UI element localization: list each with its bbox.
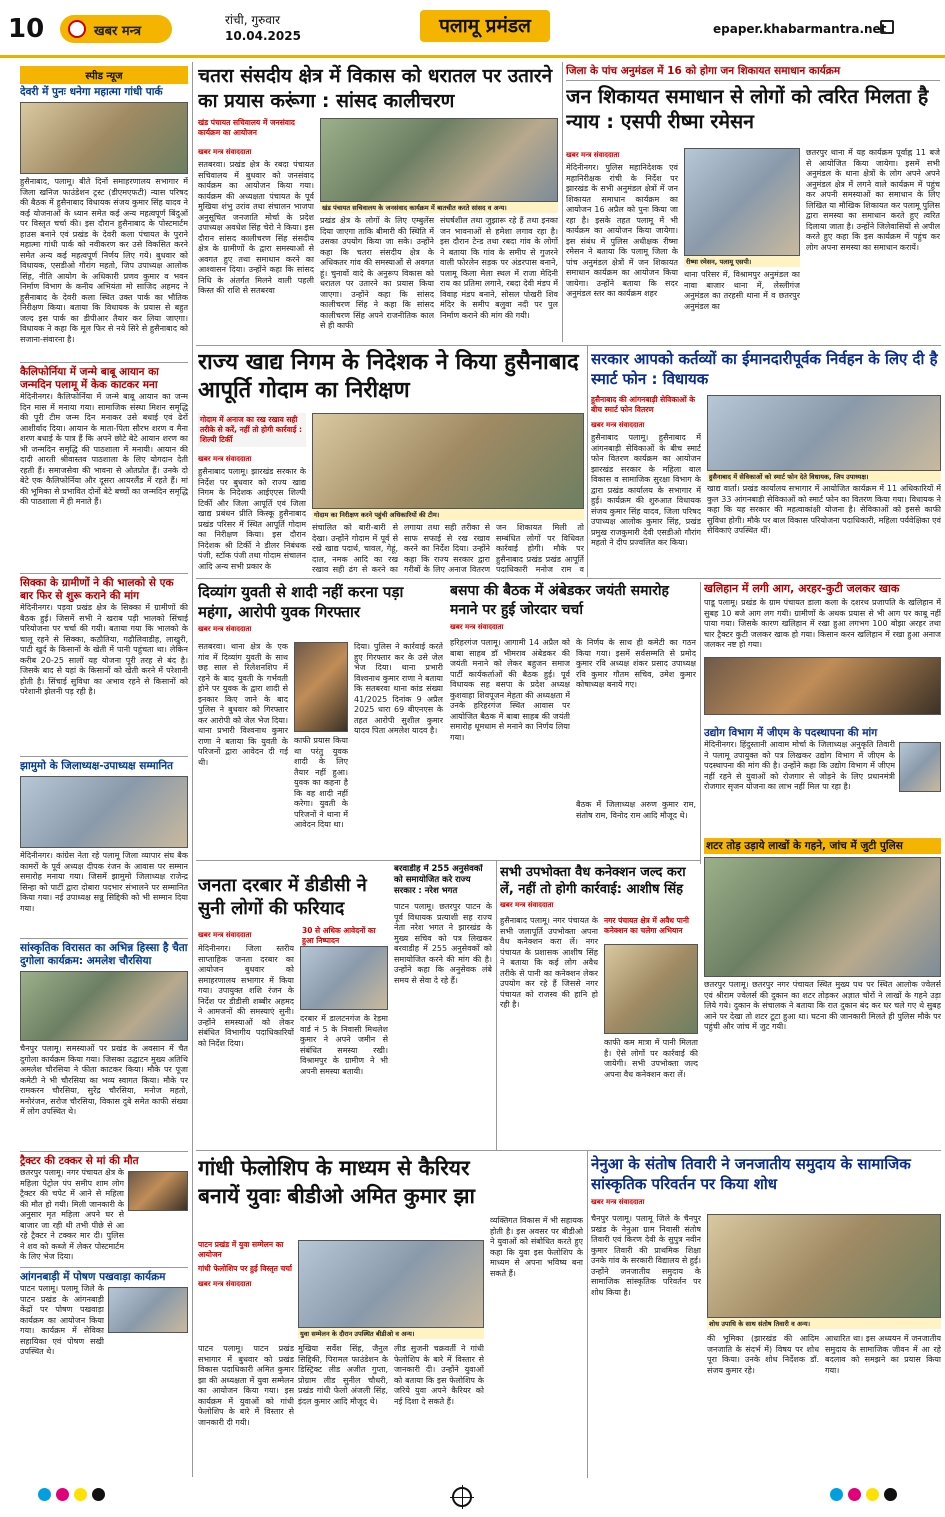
article-byline: खबर मन्त्र संवाददाता xyxy=(198,148,252,156)
article-janta-darbar xyxy=(198,864,492,1146)
article-photo xyxy=(707,1214,941,1318)
article-byline: खबर मन्त्र संवाददाता xyxy=(198,1280,252,1288)
speed-news-sidebar xyxy=(20,66,188,1476)
news-headline: झामुमो के जिलाध्यक्ष-उपाध्यक्ष सम्मानित xyxy=(20,760,174,772)
news-body: पाटन पलामू। पलामू जिले के पाटन प्रखंड के आंगनबाड़ी केंद्रों पर पोषण पखवाड़ा कार्यक्रम का आयोजन किया गया। कार्यक्रम में सेविका सहायिका एवं पोषण सखी उपस्थित थे। xyxy=(20,1284,104,1356)
article-body: प्रखंड क्षेत्र के लोगों के लिए एम्बुलेंस दिया जाएगा ताकि बीमारी की स्थिति में उसका उपयोग किया जा सके। उन्होंने कहा कि चतरा संसदीय क्षेत्र के अधिकतर गांव की समस्याओं से अवगत हूं। चुनावों वादे के अनुरूप विकास को धरातल पर उतारने का प्रयास किया जाएगा। उन्होंने कहा कि सांसद कालीचरण सिंह ने कहा कि सांसद कालीचरण सिंह अपने राजनीतिक काल से ही काफी xyxy=(320,216,434,330)
article-photo xyxy=(312,413,584,509)
magenta-dot-icon xyxy=(848,1488,861,1501)
article-kicker: नगर पंचायत क्षेत्र में अवैध पानी कनेक्शन का चलेगा अभियान xyxy=(604,916,689,935)
article-headline: सभी उपभोक्ता वैध कनेक्शन जल्द करा लें, नहीं तो होगी कार्रवाई: आशीष सिंह xyxy=(500,865,686,897)
article-photo xyxy=(604,944,698,1034)
news-headline: कैलिफोर्निया में जन्मे बाबू आयान का जन्मदिन पलामू में केक काटकर मना xyxy=(20,366,159,391)
yellow-dot-icon xyxy=(74,1488,87,1501)
article-body: की भूमिका (झारखंड की आदिम जनजाति के संदर्भ में) विषय पर शोध पूरा किया। उनके शोध निर्देशक डॉ. संजय कुमार रहे। xyxy=(707,1334,819,1375)
article-kicker: पाटन प्रखंड में युवा सम्मेलन का आयोजन xyxy=(198,1240,284,1259)
news-headline: ट्रैक्टर की टक्कर से मां की मौत xyxy=(20,1155,139,1167)
article-byline: खबर मन्त्र संवाददाता xyxy=(450,623,504,631)
article-body: छतरपुर पलामू। छतरपुर नगर पंचायत स्थित मुख्य पथ पर स्थित आलोक ज्वेलर्स एवं श्रीराम ज्वेलर्स की दुकान का शटर तोड़कर अज्ञात चोरों ने लाखों के गहने उड़ा लिये गये। दुकान के संचालक ने बताया कि रात दुकान बंद कर घर चले गए थे सुबह आने पर देखा तो शटर टूटा हुआ था। घटना की जानकारी मिलते ही पुलिस मौके पर पहुंची और जांच में जुट गयी। xyxy=(704,980,941,1031)
accused-photo xyxy=(294,642,348,732)
article-kicker: गांधी फेलोशिप पर हुई विस्तृत चर्चा xyxy=(198,1264,292,1273)
article-byline: खबर मन्त्र संवाददाता xyxy=(591,1198,645,1206)
article-gandhi-fellowship xyxy=(198,1154,583,1476)
section-divider xyxy=(196,345,941,346)
article-smartphone xyxy=(591,349,941,575)
article-headline: बसपा की बैठक में अंबेडकर जयंती समारोह मनाने पर हुई जोरदार चर्चा xyxy=(450,583,669,618)
article-headline: उद्योग विभाग में जीएम के पदस्थापना की मांग xyxy=(704,727,878,739)
article-photo xyxy=(320,118,558,202)
article-industry-gm xyxy=(704,726,941,834)
article-body: बैठक में जिलाध्यक्ष अरुण कुमार राम, संतोष राम, विनोद राम आदि मौजूद थे। xyxy=(576,800,696,820)
news-headline: देवरी में पुनः धनेगा महात्मा गांधी पार्क xyxy=(20,86,163,98)
divider xyxy=(20,362,188,363)
column-divider xyxy=(587,1150,588,1478)
divider xyxy=(20,938,188,939)
column-divider xyxy=(192,62,193,1477)
photo-caption: गोदाम का निरीक्षण करने पहुंची अधिकारियों की टीम। xyxy=(312,509,584,520)
news-body: मेदिनीनगर। पड़वा प्रखंड क्षेत्र के सिक्का में ग्रामीणों की बैठक हुई। जिसमें सभी ने खराब पड़ी भालको सिंचाई परियोजना पर चर्चा की गयी। बताया गया कि भालको के चालू रहने से सिक्का, कठौतिया, गढ़ौलिवाडीह, लाखुरी, पाटी खुर्द के किसानों के खेती में पानी पहुंचता था। लेकिन करीब 20-25 सालों यह योजना पूरी तरह से बंद है। जिसके बाद से यहां के किसानों को खेती करने में परेशानी होती है। सिंचाई सुविधा का अभाव रहने से किसानों को परेशानी झेलनी पड़ रही है। xyxy=(20,603,188,696)
article-headline: चतरा संसदीय क्षेत्र में विकास को धरातल पर उतारने का प्रयास करूंगा : सांसद कालीचरण xyxy=(198,65,553,112)
cyan-dot-icon xyxy=(38,1488,51,1501)
news-headline: सिक्का के ग्रामीणों ने की भालको से एक बार फिर से शुरू कराने की मांग xyxy=(20,577,174,602)
article-headline: जन शिकायत समाधान से लोगों को त्वरित मिलता है न्याय : एसपी रीष्मा रमेसन xyxy=(566,85,929,133)
sidebar-label: स्पीड न्यूज xyxy=(20,66,188,84)
article-body: पाडू पलामू। प्रखंड के ग्राम पंचायत डाला कला के दशरथ प्रजापति के खलिहान में सुबह 10 बजे आग लग गयी। ग्रामीणों के अथक प्रयास से भी आग पर काबू नहीं पाया गया। जिसके कारण खलिहान में रखा हुआ लगभग 100 बोझा अरहर तथा चार ट्रैक्टर कुटी जलकर खाक हो गया। किसान करन खलिहान में रखा हुआ अनाज जलकर नष्ट हो गया। xyxy=(704,598,941,649)
article-headline: दिव्यांग युवती से शादी नहीं करना पड़ा महंगा, आरोपी युवक गिरफ्तार xyxy=(198,583,404,621)
article-headline: शटर तोड़ उड़ाये लाखों के गहने, जांच में जुटी पुलिस xyxy=(704,838,941,854)
black-dot-icon xyxy=(884,1488,897,1501)
article-body: हुसैनाबाद पलामू। नगर पंचायत के सभी जलापूर्ति उपभोक्ता अपना वैध कनेक्शन करा लें। नगर पंचायत के प्रशासक आशीष सिंह ने बताया कि कई लोग अवैध तरीके से पानी का कनेक्शन लेकर उपयोग कर रहे हैं जिससे नगर पंचायत को राजस्व की हानि हो रही है। xyxy=(500,916,598,1009)
article-body: खाद्य वार्ता। प्रखंड कार्यालय सभागार में आयोजित कार्यक्रम में 11 अधिकारियों में कुल 33 आंगनबाड़ी सेविकाओं को स्मार्ट फोन का वितरण किया गया। विधायक ने कहा कि यह सरकार की महत्वाकांक्षी योजना है। सेविकाओं को इससे काफी सुविधा होगी। मौके पर बाल विकास परियोजना पदाधिकारी, महिला पर्यवेक्षिका एवं सेविकाएं उपस्थित थीं। xyxy=(707,484,941,535)
article-headline: नेनुआ के संतोष तिवारी ने जनजातीय समुदाय के सामाजिक सांस्कृतिक परिवर्तन पर किया शोध xyxy=(591,1155,911,1193)
article-body: काफी कम मात्रा में पानी मिलता है। ऐसे लोगों पर कार्रवाई की जायेगी। सभी उपभोक्ता जल्द अपना वैध कनेक्शन करा लें। xyxy=(604,1038,698,1079)
article-kicker: जिला के पांच अनुमंडल में 16 को होगा जन शिकायत समाधान कार्यक्रम xyxy=(566,64,940,81)
photo-caption: युवा सम्मेलन के दौरान उपस्थित बीडीओ व अन्य। xyxy=(298,1328,484,1339)
article-jewel-theft xyxy=(704,838,941,1146)
brand-logo xyxy=(60,15,172,43)
column-divider xyxy=(700,582,701,864)
article-body: मेदिनीनगर। पुलिस महानिदेशक एवं महानिरीक्षक रांची के निर्देश पर झारखंड के सभी अनुमंडल क्षेत्रों में जन शिकायत समाधान कार्यक्रम का आयोजन 16 अप्रैल को पुनः किया जा रहा है। इसके तहत पलामू में भी कार्यक्रम का आयोजन किया जायेगा। इस संबंध में पुलिस अधीक्षक रीष्मा रमेसन ने बताया कि पलामू जिला के पांच अनुमंडल क्षेत्रों में जन शिकायत समाधान कार्यक्रम का आयोजन किया जायेगा। उन्होंने बताया कि सदर अनुमंडल स्तर का कार्यक्रम शहर xyxy=(566,163,678,298)
article-byline: खबर मन्त्र संवाददाता xyxy=(198,625,252,633)
edition-name: पलामू प्रमंडल xyxy=(420,10,550,42)
news-body: चैनपुर पलामू। समस्याओं पर प्रखंड के अवसान में चैत दुगोला कार्यक्रम किया गया। जिसका उद्घाटन मुख्य अतिथि अमलेश चौरसिया ने फीता काटकर किया। मौके पर पूजा कमेटी ने भी चौरसिया का भव्य स्वागत किया। मौके पर रामकरन चौरसिया, सुरेंद्र चौरसिया, मनोज महतो, मनोरंजन, सरोज चौरसिया, विकास दुबे समेत काफी संख्या में लोग उपस्थित थे। xyxy=(20,1044,188,1116)
article-headline: सरकार आपको कर्तव्यों का ईमानदारीपूर्वक निर्वहन के लिए दी है स्मार्ट फोन : विधायक xyxy=(591,350,938,388)
column-divider xyxy=(562,62,563,342)
news-photo xyxy=(20,971,188,1041)
article-photo xyxy=(300,946,388,1010)
article-body: दिया। पुलिस ने कार्रवाई करते हुए गिरफ्तार कर के उसे जेल भेज दिया। थाना प्रभारी विश्वनाथ कुमार राणा ने बताया कि सतबरवा थाना कांड संख्या 41/2025 दिनांक 9 अप्रैल 2025 धारा 69 बीएनएस के तहत आरोपी सुशील कुमार यादव पिता अमलेश यादव है। xyxy=(354,642,443,735)
news-photo xyxy=(20,776,188,848)
article-body: पाटन पलामू। पाटन प्रखंड सभागार में बुधवार को प्रखंड विकास पदाधिकारी अमित कुमार झा की अध्यक्षता में युवा सम्मेलन का आयोजन किया गया। इस कार्यक्रम में युवाओं को गांधी फेलोशिप के बारे में विस्तार से जानकारी दी गयी। xyxy=(198,1344,294,1427)
article-photo xyxy=(707,395,941,471)
black-dot-icon xyxy=(92,1488,105,1501)
photo-caption: हुसैनाबाद में सेविकाओं को स्मार्ट फोन देते विधायक, जिप उपाध्यक्ष। xyxy=(707,471,941,482)
article-kicker: हुसैनाबाद की आंगनबाड़ी सेविकाओं के बीच स्मार्ट फोन वितरण xyxy=(591,395,696,414)
article-byline: खबर मन्त्र संवाददाता xyxy=(198,455,252,463)
article-chatra-mp xyxy=(198,64,558,342)
article-kicker: खंड पंचायत सचिवालय में जनसंवाद कार्यक्रम का आयोजन xyxy=(198,118,295,137)
article-body: सतबरवा। थाना क्षेत्र के एक गांव में दिव्यांग युवती के साथ छह साल से रिलेशनशिप में रहने के बाद युवती के गर्भवती होने पर युवक के द्वारा शादी से इनकार किए जाने के बाद पुलिस ने बुधवार को गिरफ्तार कर आरोपी को जेल भेज दिया। थाना प्रभारी विश्वनाथ कुमार राणा ने बताया कि युवती के परिजनों द्वारा आवेदन दी गई थी। xyxy=(198,642,288,767)
article-headline: जनता दरबार में डीडीसी ने सुनी लोगों की फरियाद xyxy=(198,875,367,919)
article-photo xyxy=(298,1240,484,1328)
article-body: लगाया तथा सही तरीका से साफ सफाई से रख रखाव करने का निर्देश दिया। उन्होंने कहा कि राज्य सरकार द्वारा गरीबों के लिए अनाज वितरण xyxy=(404,523,490,574)
column-divider xyxy=(587,345,588,577)
article-body: हुसैनाबाद पलामू। हुसैनाबाद में आंगनबाड़ी सेविकाओं के बीच स्मार्ट फोन वितरण कार्यक्रम का आयोजन झारखंड सरकार के महिला बाल विकास व सामाजिक सुरक्षा विभाग के द्वारा प्रखंड कार्यालय के सभागार में हुई। कार्यक्रम की शुरुआत विधायक संजय कुमार सिंह यादव, जिला परिषद उपाध्यक्ष आलोक कुमार सिंह, प्रखंड प्रमुख राजकुमारी देवी एसडीओ गौरांग महतो ने दीप प्रज्वलित कर किया। xyxy=(591,433,701,547)
sp-portrait-photo xyxy=(684,148,800,256)
article-bsp-meeting xyxy=(450,582,696,857)
divider xyxy=(20,573,188,574)
news-photo xyxy=(128,1171,188,1211)
photo-caption: रीष्मा रमेसन, पलामू एसपी। xyxy=(684,256,800,267)
article-body: चैनपुर पलामू। पलामू जिले के चैनपुर प्रखंड के नेनुआ ग्राम निवासी संतोष तिवारी एवं किरण देवी के सुपुत्र नवीन कुमार तिवारी की प्राथमिक शिक्षा उनके गांव के सरकारी विद्यालय से हुई। उन्होंने जनजातीय समुदाय के सामाजिक सांस्कृतिक परिवर्तन पर शोध किया है। xyxy=(591,1214,701,1297)
news-body: हुसैनाबाद, पलामू। बीते दिनों समाहरणालय सभागार में जिला खनिज फाउंडेशन ट्रस्ट (डीएमएफटी) न्यास परिषद की बैठक में हुसैनाबाद विधायक संजय कुमार सिंह यादव ने कई योजनाओं के ध्यान समेत कई अन्य महत्वपूर्ण बिंदुओं पर विस्तृत चर्चा की। इस दौरान हुसैनाबाद के पोस्टमार्टम हाउस बनाने एवं प्रखंड के देवरी कला पंचायत के पुराने महात्मा गांधी पार्क को नवीकरण कर उसे विकसित करने समेत अन्य कई महत्वपूर्ण निर्णय लिए गये। बुधवार को विधायक, एसडीओ गौरांग महतो, जिप उपाध्यक्ष आलोक सिंह, नीति आयोग के अधिकारी प्रणव कुमार व भवन निर्माण विभाग के कनीय अभियंता मो साजिद अहमद ने हुसैनाबाद के देवरी कला स्थित उक्त पार्क का भौतिक निरीक्षण किया। बताया कि विधायक के प्रयास से बहुत जल्द इस पार्क का डीपीआर तैयार कर लिया जाएगा। विधायक ने कहा कि मूल फिर से नये सिरे से हुसैनाबाद को सजाना-संवारना है। xyxy=(20,177,188,344)
article-headline: गांधी फेलोशिप के माध्यम से कैरियर बनायें युवाः बीडीओ अमित कुमार झा xyxy=(198,1156,475,1208)
page-header xyxy=(0,0,945,58)
article-body: छतरपुर थाना में यह कार्यक्रम पूर्वाह्न 11 बजे से आयोजित किया जायेगा। इसमें सभी अनुमंडल के थाना क्षेत्रों के लोग अपने अपने अनुमंडल क्षेत्र में लगने वाले कार्यक्रम में पहुंच कर अपनी समस्याओं का समाधान के लिए लिखित या मौखिक शिकायत कर पलामू पुलिस द्वारा समस्या का समाधान करते हुए त्वरित दिलाया जाता है। उन्होंने जिलेवासियों से अपील करते हुए कहा कि इस कार्यक्रम में पहुंच कर लोग अपना समस्या का समाधान करायें। xyxy=(806,148,940,252)
website-link[interactable]: epaper.khabarmantra.net xyxy=(713,22,887,36)
section-divider xyxy=(196,578,941,579)
brand-logo-icon xyxy=(68,20,86,38)
photo-caption: शोध उपाधि के साथ संतोष तिवारी व अन्य। xyxy=(707,1318,941,1329)
article-headline: राज्य खाद्य निगम के निदेशक ने किया हुसैनाबाद आपूर्ति गोदाम का निरीक्षण xyxy=(198,350,579,403)
brand-name: खबर मन्त्र xyxy=(94,24,142,39)
registration-mark-icon xyxy=(452,1487,472,1507)
article-body: व्यक्तिगत विकास में भी सहायक होती है। इस अवसर पर बीडीओ ने युवाओं को संबोधित करते हुए कहा कि युवा इस फेलोशिप के माध्यम से अपना भविष्य बना सकते हैं। xyxy=(490,1216,583,1278)
article-byline: खबर मन्त्र संवाददाता xyxy=(198,931,252,939)
yellow-dot-icon xyxy=(866,1488,879,1501)
article-byline: खबर मन्त्र संवाददाता xyxy=(566,151,620,159)
side-kicker: बरवाडीह में 255 अनुसेवकों को समायोजित करे राज्य सरकार : नरेश भगत xyxy=(394,864,483,896)
portrait-photo xyxy=(899,742,941,792)
news-photo xyxy=(108,1287,188,1333)
article-body: थाना परिसर में, विश्रामपुर अनुमंडल का नावा बाजार थाना में, लेस्लीगंज अनुमंडल का तरहसी थाना में व छतरपुर अनुमंडल का xyxy=(684,270,800,311)
print-registration-bar xyxy=(0,1480,945,1517)
theft-photo xyxy=(704,857,941,977)
article-food-corporation xyxy=(198,349,584,575)
city-day: रांची, गुरुवार xyxy=(225,13,280,27)
article-body: हरिहरगंज पलामू। आगामी 14 अप्रैल को बाबा साहब डॉ भीमराव अंबेडकर की जयंती मनाने को लेकर बहुजन समाज पार्टी कार्यकर्ताओं की बैठक हुई। पूर्व विधायक सह बसपा के प्रदेश अध्यक्ष कुशवाहा शिवपूजन मेहता की अध्यक्षता में उनके हरिहरगंज स्थित आवास पर आयोजित बैठक में बाबा साहब की जयंती समारोह धूमधाम से मनाने का निर्णय लिया गया। xyxy=(450,638,570,742)
article-body: संचालित को बारी-बारी से देखा। उन्होंने गोदाम में पूर्व से रखे खाद्य पदार्थ, चावल, गेहूं, दाल, नमक आदि का रख रखाव सही ढंग से करने का xyxy=(312,523,398,574)
article-body: संघर्षशील तथा जुझारू रहे हैं तथा इनका जन भावनाओं से हमेशा लगाव रहा है। इस दौरान टेन्ड तथा रबदा गांव के लोगों ने बताया कि गांव के समीप से गुजरने वाली फोरलेन सड़क पर अंडरपास बनाने, पलामू किला मेला स्थल में राजा मेदिनी राय का प्रतिमा लगाने, रबदा देवी मंडप में विवाह मंडप बनाने, सोसल पोखरी शिव मंदिर के समीप बलुवा नदी पर पुल निर्माण कराने की मांग की गयी। xyxy=(440,216,558,320)
news-photo xyxy=(20,102,188,174)
article-body: लीड सुजनी चक्रवर्ती ने गांधी फेलोशिप के बारे में विस्तार से जानकारी दी। उन्होंने युवाओं को बताया कि इस फेलोशिप के जरिये युवा अपने कैरियर को नई दिशा दे सकते हैं। xyxy=(394,1344,484,1406)
divider xyxy=(20,1267,188,1268)
article-body: काफी प्रयास किया था परंतु युवक शादी के लिए तैयार नहीं हुआ। युवक का कहना है कि वह शादी नहीं करेगा। युवती के परिजनों ने थाना में आवेदन दिया था। xyxy=(294,736,348,829)
news-body: मेदिनीनगर। कांग्रेस नेता रहे पलामू जिला व्यापार संघ बैक कामरों के पूर्व अध्यक्ष दीपक रंजन के आवास पर सम्मान समारोह मनाया गया। जिसमें झामुमो जिलाध्यक्ष राजेन्द्र सिन्हा को पार्टी द्वारा दोबारा पदभार संभालने पर सम्मानित किया गया। नई उपाध्यक्ष सन्नु सिद्दिकी को भी सम्मान दिया गया। xyxy=(20,851,188,913)
fire-photo xyxy=(704,657,941,715)
dateline xyxy=(225,12,301,44)
article-kicker: गोदाम में अनाज का रख रखाव सही तरीके से करें, नहीं तो होगी कार्रवाई : शिल्पी टिर्की xyxy=(198,413,306,447)
article-kicker: 30 से अधिक आवेदनों का हुआ निष्पादन xyxy=(302,926,376,945)
magenta-dot-icon xyxy=(56,1488,69,1501)
news-body: मेदिनीनगर। कैलिफोर्निया में जन्मे बाबू आयान का जन्म दिन मास में मनाया गया। सामाजिक संस्था मिशन समृद्धि की पूरी टीम जन्म दिन मनाकर उसे बधाई एवं ढेरों आशीर्वाद दिया। आयान के माता-पिता सौरभ शरण व मैना शरण बधाई के पात्र हैं कि अपने छोटे बेटे आयान शरण का भी जन्मदिन समृद्धि की पाठशाला में मनायी। आयान की दादी आरती श्रीवास्तव पाठशाला के लिए योगदान देती रहती हैं। समाजसेवा की भावना से ओतप्रोत हैं। उनके दो बेटे एक कैलिफोर्निया और दूसरा आयरलैंड में रहते हैं। मां की भूमिका से प्रभावित दोनों बेटे बच्चों का जन्मदिन समृद्धि की पाठशाला में ही मनाते हैं। xyxy=(20,392,188,506)
divider xyxy=(20,1151,188,1152)
article-body: दरबार में डालटनगंज के रेड़मा वार्ड नं 5 के निवासी मिथलेश कुमार ने अपने जमीन से संबंधित समस्या रखी। विश्रामपुर के ग्रामीण ने भी अपनी समस्या बतायी। xyxy=(300,1014,388,1076)
news-headline: आंगनबाड़ी में पोषण पखवाड़ा कार्यक्रम xyxy=(20,1271,166,1283)
article-body: मेदिनीनगर। जिला स्तरीय साप्ताहिक जनता दरबार का आयोजन बुधवार को समाहरणालय सभागार में किया गया। उपायुक्त शशि रंजन के निर्देश पर डीडीसी शब्बीर अहमद ने आमजनों की समस्याएं सुनी। उन्होंने समस्याओं को लेकर संबंधित विभागीय पदाधिकारियों को निर्देश दिया। xyxy=(198,944,294,1048)
cyan-dot-icon xyxy=(830,1488,843,1501)
article-body: सतबरवा। प्रखंड क्षेत्र के रबदा पंचायत सचिवालय में बुधवार को जनसंवाद कार्यक्रम का आयोजन किया गया। कार्यक्रम की अध्यक्षता पंचायत के पूर्व मुखिया शंभु उरांव तथा संचालन भाजपा अनुसूचित जनजाति मोर्चा के प्रदेश उपाध्यक्ष अवधेश सिंह चेरो ने किया। इस दौरान सांसद कालीचरण सिंह संसदीय क्षेत्र के ग्रामीणों के द्वारा समस्याओं से अवगत हुए तथा समाधान करने का आश्वासन दिया। उन्होंने कहा कि सांसद निधि के अंतर्गत मिलने वाली पहली किस्त की राशि से सतबरवा xyxy=(198,160,314,295)
news-body: छतरपुर पलामू। नगर पंचायत क्षेत्र के महिला पेट्रोल पंप समीप शाम लोग ट्रैक्टर की चपेट में आने से महिला की मौत हो गयी। मिली जानकारी के अनुसार मृत महिला अपने घर से बाजार जा रही थी तभी पीछे से आ रहे ट्रैक्टर ने टक्कर मार दी। पुलिस ने शव को कब्जे में लेकर पोस्टमार्टम के लिए भेज दिया। xyxy=(20,1168,124,1261)
divider xyxy=(20,756,188,757)
page-number: 10 xyxy=(8,14,45,44)
article-body: मेदिनीनगर। हिंदुस्तानी आवाम मोर्चा के जिलाध्यक्ष अनुकृति तिवारी ने पलामू उपायुक्त को पत्र लिखकर उद्योग विभाग में जीएम के पदस्थापना की मांग की है। उन्होंने कहा कि उद्योग विभाग में जीएम नहीं रहने से युवाओं को रोजगार से जोड़ने के लिए प्रधानमंत्री रोजगार सृजन योजना का लाभ नहीं मिल पा रहा है। xyxy=(704,740,895,791)
section-divider xyxy=(196,860,701,861)
article-headline: खलिहान में लगी आग, अरहर-कुटी जलकर खाक xyxy=(704,582,900,595)
article-byline: खबर मन्त्र संवाददाता xyxy=(591,421,645,429)
column-divider xyxy=(496,860,497,1150)
article-body: जन शिकायत मिली तो सम्बंधित लोगों पर विधिवत कार्रवाई होगी। मौके पर हुसैनाबाद प्रखंड प्रखंड आपूर्ति पदाधिकारी मनोज राम व xyxy=(496,523,584,574)
article-water-connection xyxy=(500,864,698,1146)
article-barn-fire xyxy=(704,582,941,722)
article-tribal-research xyxy=(591,1154,941,1476)
news-headline: सांस्कृतिक विरासत का अभिन्न हिस्सा है चैता दुगोला कार्यक्रम: अमलेश चौरसिया xyxy=(20,942,188,967)
article-body: हुसैनाबाद पलामू। झारखंड सरकार के निर्देश पर बुधवार को राज्य खाद्य निगम के निदेशक आईएएस शिल्पी टिर्की और जिला आपूर्ति एवं जिला खाद्य प्रबंधन प्रीति किस्कू हुसैनाबाद प्रखंड परिसर में स्थित आपूर्ति गोदाम का निरीक्षण किया। इस दौरान निदेशक श्री टिर्की ने डीलर निबंधक पंजी, स्टॉक पंजी तथा गोदाम संचालन आदि अन्य सभी प्रकार के xyxy=(198,467,306,571)
article-byline: खबर मन्त्र संवाददाता xyxy=(500,901,554,909)
article-sp-grievance xyxy=(566,64,940,342)
issue-date: 10.04.2025 xyxy=(225,29,301,43)
article-body: पाटन पलामू। छतरपुर पाटन के पूर्व विधायक प्रत्याशी सह राज्य नेता नरेश भगत ने झारखंड के मुख्य सचिव को पत्र लिखकर बरवाडीह में 255 अनुसेवकों को समायोजित करने की मांग की है। उन्होंने कहा कि अनुसेवक लंबे समय से सेवा दे रहे हैं। xyxy=(394,902,492,985)
article-body: मुखिया सर्वेश सिंह, जैनुल सिद्दिकी, पिरामल फाउंडेशन के डिस्ट्रिक्ट लीड अजीत गुप्ता, प्रोग्राम लीड सुनील चौधरी, प्रखंड गांधी फेलो अंजली सिंह, इंदल कुमार आदि मौजूद थे। xyxy=(298,1344,388,1406)
section-divider xyxy=(196,1150,941,1151)
article-arrest xyxy=(198,582,443,857)
photo-caption: खंड पंचायत सचिवालय के जनसंवाद कार्यक्रम में बातचीत करते सांसद व अन्य। xyxy=(320,202,558,213)
cursor-icon xyxy=(880,20,894,34)
article-body: के निर्णय के साथ ही कमेटी का गठन किया गया। इसमें सर्वसम्मति से प्रमोद कुमार रवि अध्यक्ष शंकर प्रसाद उपाध्यक्ष रवि कुमार गौतम सचिव, उमेश कुमार कोषाध्यक्ष बनाये गए। xyxy=(576,638,696,689)
article-body: आधारित था। इस अध्ययन में जनजातीय समुदाय के सामाजिक जीवन में आ रहे बदलाव को समझने का प्रयास किया गया। xyxy=(825,1334,941,1375)
